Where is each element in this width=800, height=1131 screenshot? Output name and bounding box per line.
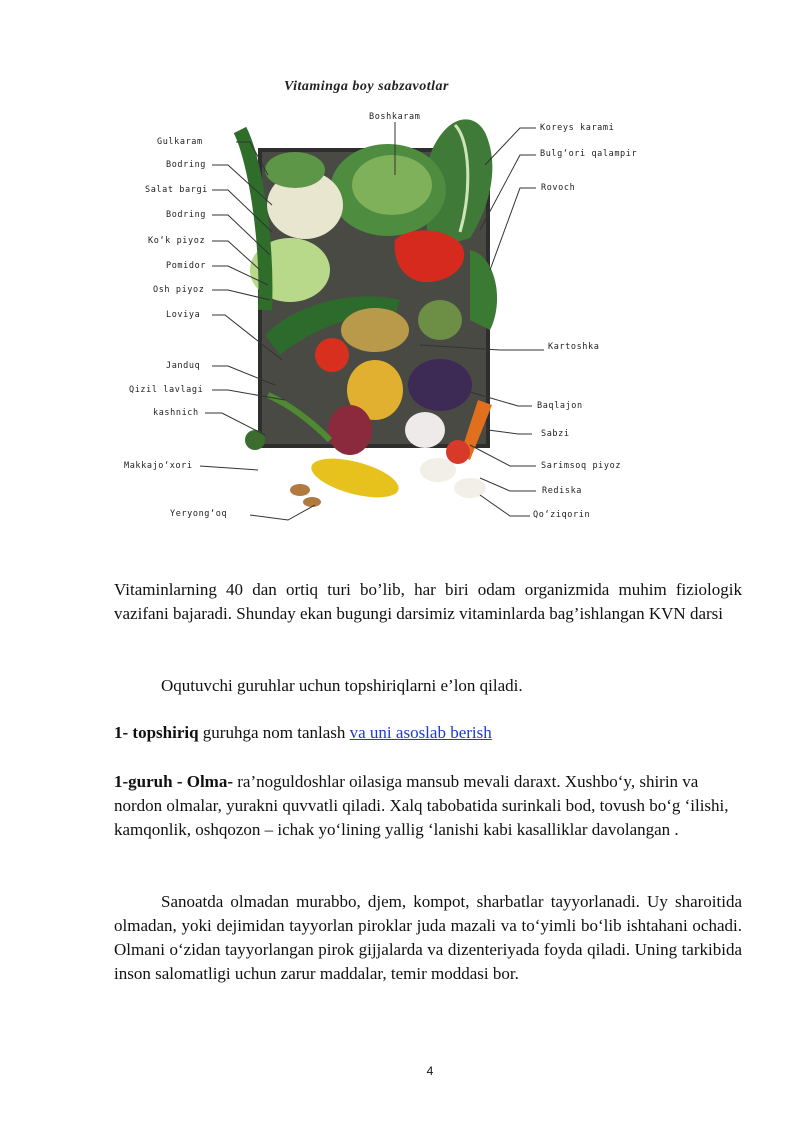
label-qizil-lavlagi: Qizil lavlagi xyxy=(129,385,204,395)
page-number: 4 xyxy=(426,1064,434,1078)
label-kartoshka: Kartoshka xyxy=(548,342,600,352)
label-bodring-1: Bodring xyxy=(166,160,207,170)
label-sarimsoq-piyoz: Sarimsoq piyoz xyxy=(541,461,622,471)
label-janduq: Janduq xyxy=(166,361,201,371)
paragraph-task-1 xyxy=(114,721,742,745)
label-baqlajon: Baqlajon xyxy=(537,401,583,411)
kartoshka-shape xyxy=(341,308,409,352)
label-gulkaram: Gulkaram xyxy=(157,137,203,147)
label-bodring-2: Bodring xyxy=(166,210,207,220)
paragraph-intro: Vitaminlarning 40 dan ortiq turi bo’lib, har biri odam organizmida muhim fiziologik vazifani bajaradi. Shunday ekan bugungi darsimiz vitaminlarda bag’ishlangan KVN darsi xyxy=(114,580,742,623)
label-kok-piyoz: Ko‘k piyoz xyxy=(148,236,206,246)
label-rediska: Rediska xyxy=(542,486,583,496)
label-koreys-karami: Koreys karami xyxy=(540,123,615,133)
paragraph-teacher: Oqutuvchi guruhlar uchun topshiriqlarni e’lon qiladi. xyxy=(161,676,523,695)
group-1-heading: 1-guruh - Olma- xyxy=(114,772,233,791)
makkajoxori-shape xyxy=(307,451,402,505)
paragraph-group-1 xyxy=(114,770,744,842)
label-qoziqorin: Qo‘ziqorin xyxy=(533,510,591,520)
group-1-text: ra’noguldoshlar oilasiga mansub mevali daraxt. Xushbo‘y, shirin va nordon olmalar, yurakni quvvatli qiladi. Xalq tabobatida surinkali bod, tovush bo‘g ‘ilishi, kamqonlik, oshqozon – ichak yo‘lining yallig ‘lanishi kabi kasalliklar davolangan . xyxy=(114,772,729,839)
task-1-heading: 1- topshiriq xyxy=(114,723,199,742)
label-salat-bargi: Salat bargi xyxy=(145,185,208,195)
pomidor-shape xyxy=(315,338,349,372)
label-boshkaram: Boshkaram xyxy=(369,112,421,122)
task-1-link[interactable]: va uni asoslab berish xyxy=(349,723,492,742)
baqlajon-shape xyxy=(408,359,472,411)
label-rovoch: Rovoch xyxy=(541,183,576,193)
lavlagi-shape xyxy=(328,405,372,455)
task-1-text: guruhga nom tanlash xyxy=(198,723,350,742)
label-osh-piyoz: Osh piyoz xyxy=(153,285,205,295)
label-kashnich: kashnich xyxy=(153,408,199,418)
label-pomidor: Pomidor xyxy=(166,261,207,271)
label-sabzi: Sabzi xyxy=(541,429,570,439)
figure-title: Vitaminga boy sabzavotlar xyxy=(284,79,449,94)
label-bulgori-qalampir: Bulg‘ori qalampir xyxy=(540,149,638,159)
qoziqorin-shape xyxy=(420,458,456,482)
label-yeryongoq: Yeryong‘oq xyxy=(170,509,228,519)
paragraph-industry: Sanoatda olmadan murabbo, djem, kompot, sharbatlar tayyorlanadi. Uy sharoitida olmadan, yoki dejimidan tayyorlan piroklar juda mazali va to‘yimli bo‘lib ishtahani ochadi. Olmani o‘zidan tayyorlangan pirok gijjalarda va dizenteriyada foyda qiladi. Uning tarkibida inson salomatligi uchun zarur maddalar, temir moddasi bor. xyxy=(114,892,742,983)
label-loviya: Loviya xyxy=(166,310,201,320)
label-makkajoxori: Makkajo‘xori xyxy=(124,461,193,471)
